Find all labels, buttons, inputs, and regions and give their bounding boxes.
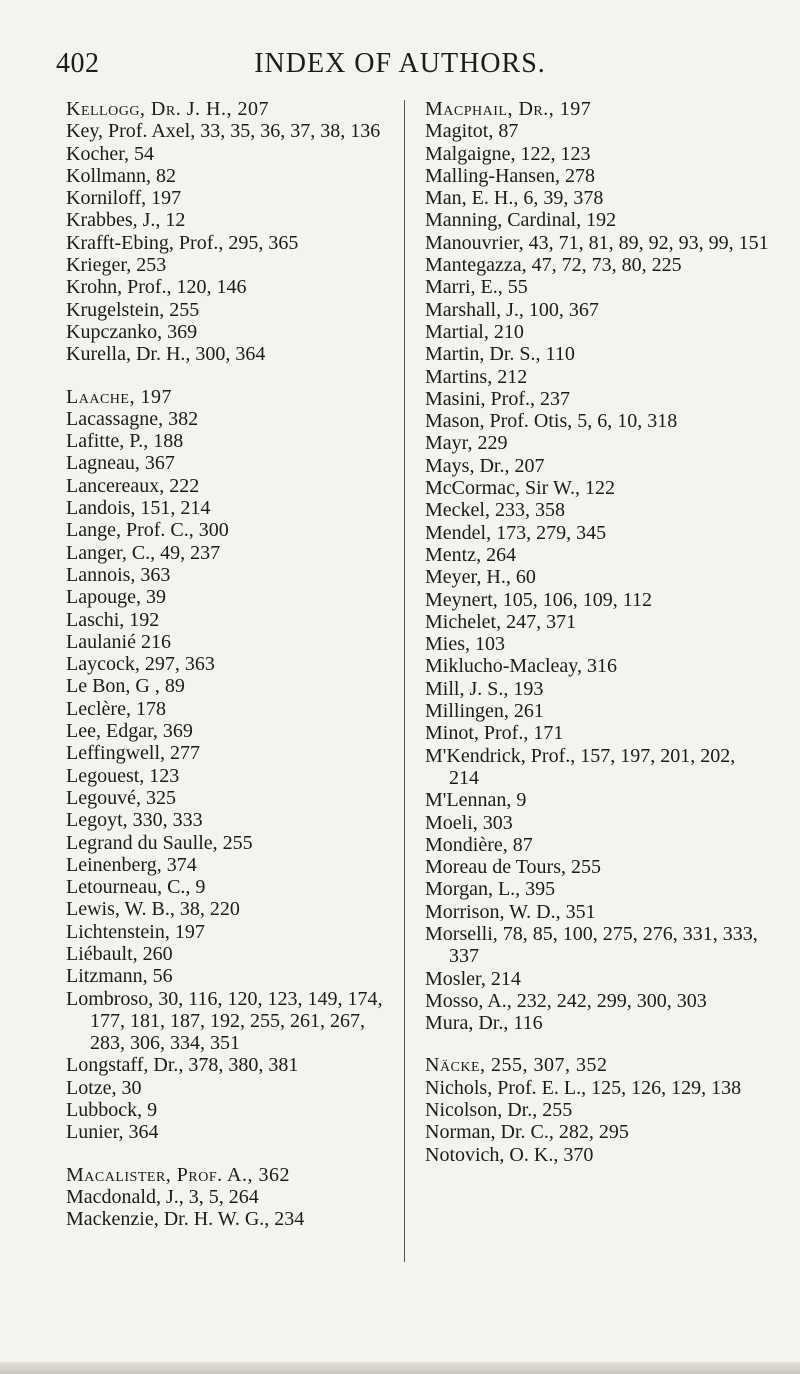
index-entry: Manouvrier, 43, 71, 81, 89, 92, 93, 99, 151: [425, 231, 769, 254]
index-entry: Kurella, Dr. H., 300, 364: [66, 343, 266, 366]
index-entry: Kupczanko, 369: [66, 320, 198, 343]
index-entry: Moeli, 303: [425, 811, 513, 834]
index-entry: Macdonald, J., 3, 5, 264: [66, 1185, 259, 1208]
index-entry: Morgan, L., 395: [425, 878, 556, 901]
index-entry: Lotze, 30: [66, 1076, 142, 1099]
index-entry: Lapouge, 39: [66, 586, 166, 609]
index-entry: Leffingwell, 277: [66, 742, 201, 765]
index-entry: Magitot, 87: [425, 120, 519, 143]
index-entry: Laycock, 297, 363: [66, 653, 215, 676]
index-entry: Krabbes, J., 12: [66, 209, 186, 232]
page-number: 402: [56, 48, 100, 79]
index-entry: Laschi, 192: [66, 608, 160, 631]
index-entry: Masini, Prof., 237: [425, 387, 570, 410]
index-entry: Letourneau, C., 9: [66, 876, 206, 899]
index-entry: Michelet, 247, 371: [425, 610, 577, 633]
index-entry: Lange, Prof. C., 300: [66, 519, 229, 542]
index-entry: Morrison, W. D., 351: [425, 900, 596, 923]
index-entry: Lannois, 363: [66, 563, 171, 586]
index-entry: Millingen, 261: [425, 700, 544, 723]
index-entry: Leinenberg, 374: [66, 853, 197, 876]
index-entry: Longstaff, Dr., 378, 380, 381: [66, 1054, 299, 1077]
index-entry: Meckel, 233, 358: [425, 499, 565, 522]
index-entry: Mies, 103: [425, 633, 505, 656]
index-entry: Lancereaux, 222: [66, 474, 200, 497]
index-entry: Macphail, Dr., 197: [425, 98, 592, 120]
index-entry: Martin, Dr. S., 110: [425, 343, 575, 366]
index-entry: Morselli, 78, 85, 100, 275, 276, 331, 333, 337: [425, 922, 758, 968]
index-entry: Kellogg, Dr. J. H., 207: [66, 98, 269, 120]
index-entry: Mays, Dr., 207: [425, 454, 545, 477]
index-entry: Moreau de Tours, 255: [425, 856, 601, 879]
index-entry: Mackenzie, Dr. H. W. G., 234: [66, 1208, 305, 1231]
index-entry: Mill, J. S., 193: [425, 677, 544, 700]
index-entry: Mantegazza, 47, 72, 73, 80, 225: [425, 254, 682, 277]
index-entry: Lagneau, 367: [66, 452, 175, 475]
index-entry: Kollmann, 82: [66, 164, 176, 187]
index-entry: Lombroso, 30, 116, 120, 123, 149, 174, 177, 181, 187, 192, 255, 261, 267, 283, 306, 334, 351: [66, 987, 383, 1055]
index-entry: Leclère, 178: [66, 697, 166, 720]
index-entry: Lichtenstein, 197: [66, 920, 205, 943]
index-entry: Meynert, 105, 106, 109, 112: [425, 588, 653, 611]
page-header: [0, 48, 800, 88]
index-entry: Krohn, Prof., 120, 146: [66, 276, 247, 299]
index-entry: Legouvé, 325: [66, 786, 176, 809]
index-entry: Legoyt, 330, 333: [66, 809, 203, 832]
index-entry: Lacassagne, 382: [66, 407, 199, 430]
index-entry: Lubbock, 9: [66, 1099, 158, 1122]
index-entry: Laulanié 216: [66, 630, 171, 653]
index-entry: Mentz, 264: [425, 543, 517, 566]
index-entry: Minot, Prof., 171: [425, 722, 564, 745]
index-entry: M'Kendrick, Prof., 157, 197, 201, 202, 214: [425, 744, 736, 789]
index-entry: Langer, C., 49, 237: [66, 541, 221, 564]
index-entry: Lewis, W. B., 38, 220: [66, 898, 240, 921]
index-entry: Marshall, J., 100, 367: [425, 298, 599, 321]
section-gap: [66, 366, 391, 386]
index-entry: Legouest, 123: [66, 764, 180, 787]
index-entry: Mondière, 87: [425, 833, 533, 856]
index-entry: Macalister, Prof. A., 362: [66, 1163, 290, 1186]
index-entry: Landois, 151, 214: [66, 497, 211, 520]
index-entry: Laache, 197: [66, 385, 172, 408]
index-entry: Nicolson, Dr., 255: [425, 1099, 573, 1122]
index-entry: Man, E. H., 6, 39, 378: [425, 187, 604, 210]
index-entry: Malgaigne, 122, 123: [425, 142, 591, 165]
index-entry: Mosso, A., 232, 242, 299, 300, 303: [425, 989, 707, 1012]
index-entry: Norman, Dr. C., 282, 295: [425, 1121, 629, 1144]
index-entry: Krugelstein, 255: [66, 298, 200, 321]
index-entry: Key, Prof. Axel, 33, 35, 36, 37, 38, 136: [66, 120, 381, 143]
index-entry: Notovich, O. K., 370: [425, 1143, 594, 1166]
index-entry: Manning, Cardinal, 192: [425, 209, 617, 232]
index-entry: Meyer, H., 60: [425, 566, 536, 589]
index-column-right: [425, 98, 770, 1166]
index-entry: McCormac, Sir W., 122: [425, 477, 615, 500]
index-entry: Miklucho-Macleay, 316: [425, 655, 617, 678]
index-entry: Le Bon, G , 89: [66, 675, 185, 698]
index-entry: Mason, Prof. Otis, 5, 6, 10, 318: [425, 410, 678, 433]
index-entry: M'Lennan, 9: [425, 789, 527, 812]
index-column-left: [66, 98, 391, 1231]
index-entry: Näcke, 255, 307, 352: [425, 1054, 608, 1077]
index-entry: Nichols, Prof. E. L., 125, 126, 129, 138: [425, 1076, 742, 1099]
index-entry: Krieger, 253: [66, 254, 167, 277]
section-gap: [66, 1144, 391, 1164]
index-entry: Litzmann, 56: [66, 965, 173, 988]
index-entry: Malling-Hansen, 278: [425, 164, 595, 187]
column-divider: [404, 100, 405, 1262]
index-entry: Krafft-Ebing, Prof., 295, 365: [66, 231, 299, 254]
index-entry: Mosler, 214: [425, 967, 521, 990]
index-entry: Lafitte, P., 188: [66, 430, 184, 453]
index-entry: Mayr, 229: [425, 432, 508, 455]
page-title: INDEX OF AUTHORS.: [254, 48, 546, 79]
index-entry: Lunier, 364: [66, 1121, 159, 1144]
section-gap: [425, 1034, 770, 1054]
index-entry: Liébault, 260: [66, 942, 173, 965]
index-entry: Lee, Edgar, 369: [66, 720, 193, 743]
index-entry: Mura, Dr., 116: [425, 1012, 543, 1035]
page-edge: [0, 1362, 800, 1374]
index-entry: Marri, E., 55: [425, 276, 528, 299]
index-entry: Korniloff, 197: [66, 187, 182, 210]
index-entry: Martins, 212: [425, 365, 528, 388]
index-entry: Martial, 210: [425, 320, 524, 343]
index-entry: Kocher, 54: [66, 142, 155, 165]
index-entry: Mendel, 173, 279, 345: [425, 521, 607, 544]
index-entry: Legrand du Saulle, 255: [66, 831, 253, 854]
